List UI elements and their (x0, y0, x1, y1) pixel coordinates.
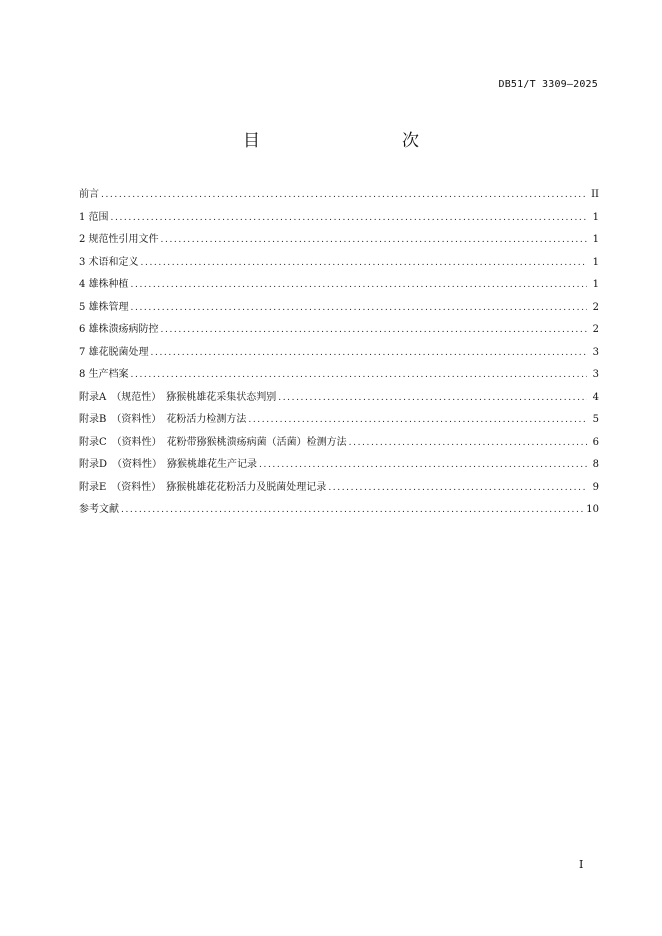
dot-leader (248, 409, 587, 432)
toc-entry-page: 2 (592, 301, 599, 313)
toc-entry-page: 4 (592, 391, 599, 403)
toc-entry-label: 7 雄花脱菌处理 (79, 346, 149, 358)
toc-entry-page: 1 (592, 256, 599, 268)
dot-leader (151, 342, 587, 365)
toc-entry-label: 6 雄株溃疡病防控 (79, 324, 159, 335)
toc-entry-appendix-d[interactable] (79, 454, 599, 477)
toc-entry-appendix-a[interactable] (79, 387, 599, 410)
toc-entry-production-records[interactable] (79, 364, 599, 387)
toc-entry-canker-control[interactable] (79, 319, 599, 342)
dot-leader (131, 297, 587, 320)
toc-entry-label: 2 规范性引用文件 (79, 234, 159, 245)
toc-entry-page: 3 (592, 369, 599, 380)
page-number: I (579, 858, 584, 871)
toc-entry-page: 3 (592, 346, 599, 358)
toc-entry-label: 附录A （规范性） 猕猴桃雄花采集状态判别 (79, 391, 277, 403)
dot-leader (161, 319, 587, 342)
toc-entry-appendix-c[interactable] (79, 432, 599, 455)
toc-entry-appendix-e[interactable] (79, 477, 599, 500)
dot-leader (328, 477, 587, 500)
toc-entry-bibliography[interactable] (79, 499, 599, 522)
document-code: DB51/T 3309—2025 (498, 79, 598, 90)
page-title: 目 次 (243, 131, 455, 151)
toc-entry-label: 附录D （资料性） 猕猴桃雄花生产记录 (79, 459, 258, 470)
toc-entry-page: 1 (592, 211, 599, 223)
toc-entry-label: 8 生产档案 (79, 369, 129, 380)
toc-entry-label: 5 雄株管理 (79, 301, 129, 313)
dot-leader (111, 207, 587, 230)
toc-entry-label: 附录B （资料性） 花粉活力检测方法 (79, 414, 247, 425)
dot-leader (141, 252, 587, 275)
dot-leader (161, 229, 587, 252)
dot-leader (101, 184, 587, 207)
toc-entry-page: 6 (592, 436, 599, 448)
table-of-contents (79, 184, 599, 522)
toc-entry-planting[interactable] (79, 274, 599, 297)
toc-entry-page: 8 (592, 459, 599, 470)
toc-entry-label: 3 术语和定义 (79, 256, 139, 268)
toc-entry-terms-definitions[interactable] (79, 252, 599, 275)
dot-leader (278, 387, 587, 410)
toc-entry-label: 附录E （资料性） 猕猴桃雄花花粉活力及脱菌处理记录 (79, 481, 327, 493)
toc-entry-page: 1 (592, 234, 599, 245)
toc-entry-sterilization[interactable] (79, 342, 599, 365)
toc-entry-normative-references[interactable] (79, 229, 599, 252)
toc-entry-label: 附录C （资料性） 花粉带猕猴桃溃疡病菌（活菌）检测方法 (79, 436, 347, 448)
toc-entry-page: 10 (586, 504, 599, 515)
dot-leader (121, 499, 584, 522)
toc-entry-page: II (591, 189, 599, 200)
toc-entry-label: 4 雄株种植 (79, 279, 129, 290)
dot-leader (259, 454, 587, 477)
dot-leader (131, 364, 587, 387)
dot-leader (349, 432, 587, 455)
toc-entry-label: 前言 (79, 189, 99, 200)
toc-entry-scope[interactable] (79, 207, 599, 230)
toc-entry-label: 参考文献 (79, 504, 119, 515)
toc-entry-appendix-b[interactable] (79, 409, 599, 432)
toc-entry-page: 9 (592, 481, 599, 493)
toc-entry-page: 2 (592, 324, 599, 335)
toc-entry-label: 1 范围 (79, 211, 109, 223)
toc-entry-management[interactable] (79, 297, 599, 320)
toc-entry-page: 1 (592, 279, 599, 290)
toc-entry-foreword[interactable] (79, 184, 599, 207)
dot-leader (131, 274, 587, 297)
toc-entry-page: 5 (592, 414, 599, 425)
